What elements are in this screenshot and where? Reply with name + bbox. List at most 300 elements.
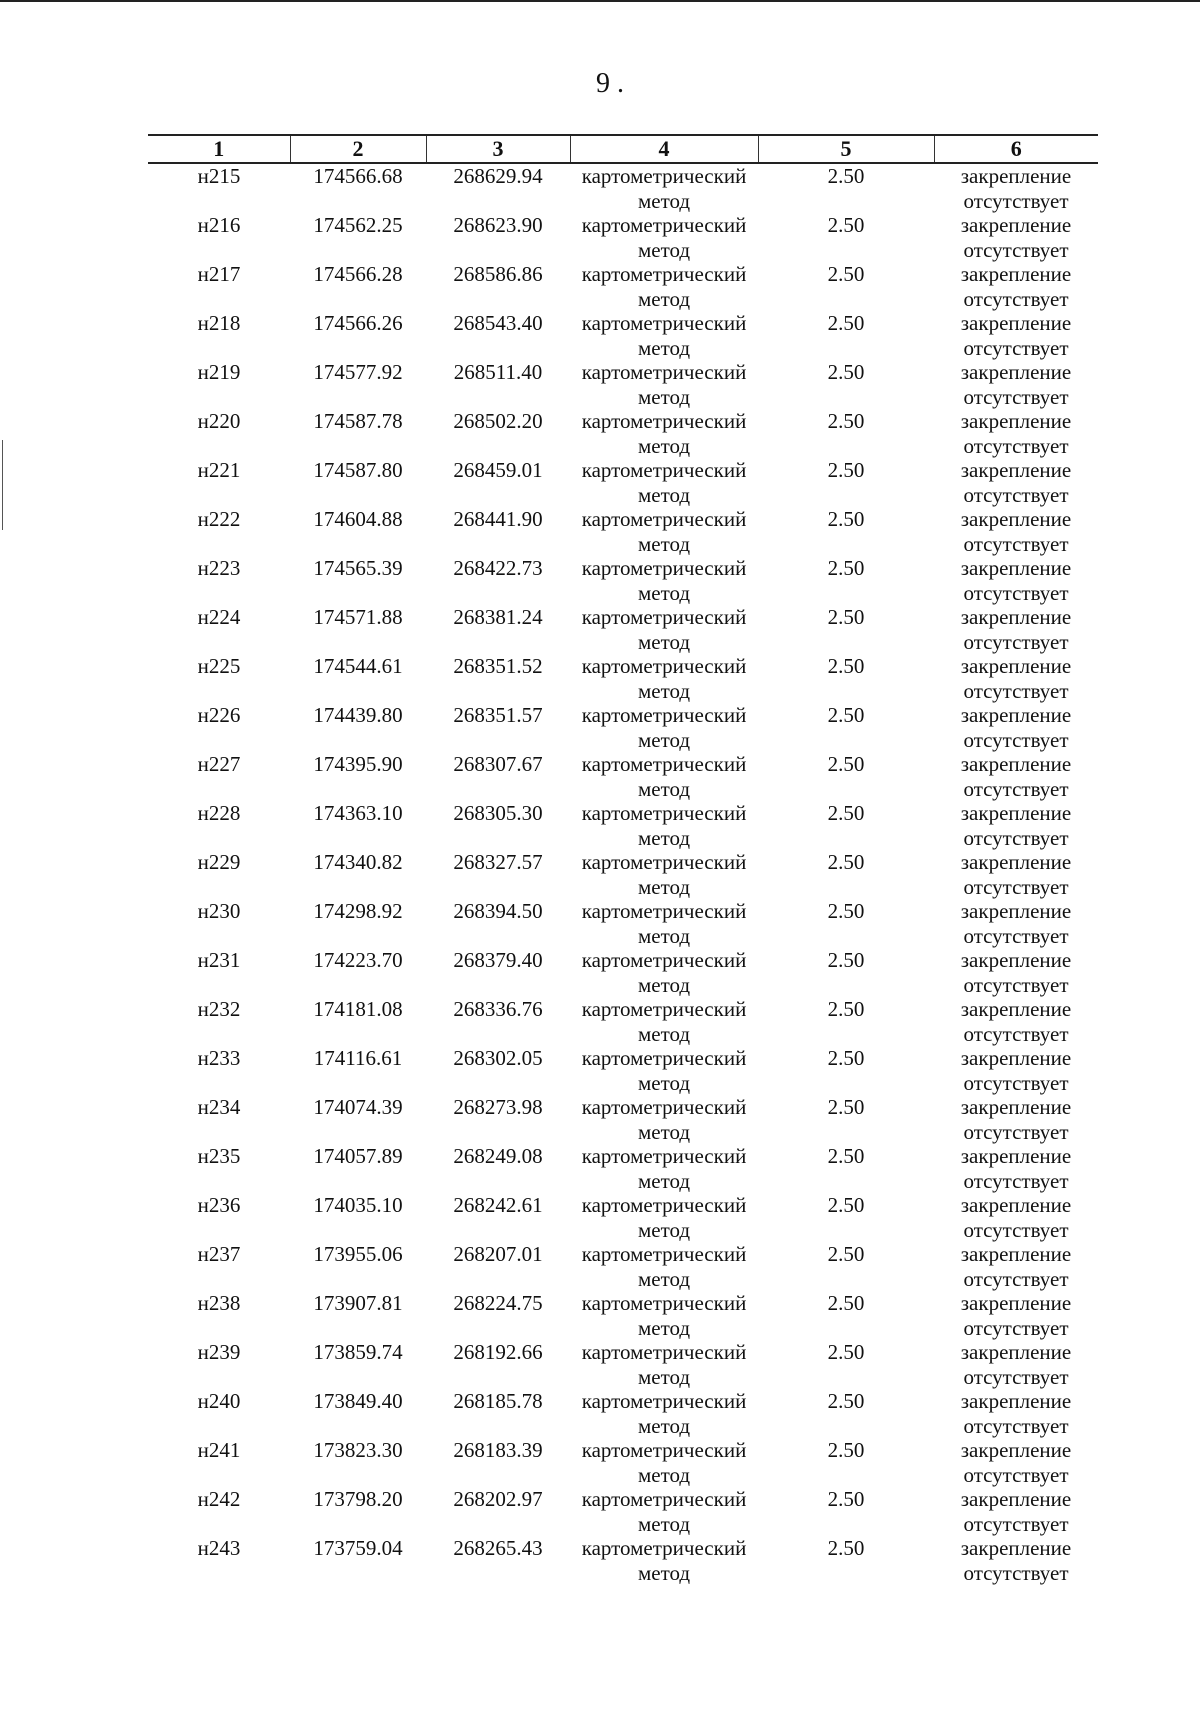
cell-y-coordinate: 268305.30 [453, 801, 543, 825]
cell-y-coordinate: 268185.78 [453, 1389, 543, 1413]
cell-accuracy: 2.50 [827, 1095, 865, 1119]
cell-method-line-2: метод [637, 1364, 691, 1389]
cell-method-line-2: метод [637, 433, 691, 458]
cell-fixing-line-2: отсутствует [963, 433, 1069, 458]
cell-method-line-1: картометрический [581, 164, 747, 188]
cell-fixing-line-2: отсутствует [963, 482, 1069, 507]
cell-point-name: н236 [197, 1193, 241, 1217]
table-row [148, 997, 1098, 1046]
cell-fixing-line-2: отсутствует [963, 1119, 1069, 1144]
cell-fixing-line-2: отсутствует [963, 825, 1069, 850]
cell-fixing-line-1: закрепление [960, 948, 1072, 972]
cell-y-coordinate: 268273.98 [453, 1095, 543, 1119]
cell-fixing-line-1: закрепление [960, 409, 1072, 433]
table-row [148, 163, 1098, 213]
cell-accuracy: 2.50 [827, 507, 865, 531]
cell-y-coordinate: 268459.01 [453, 458, 543, 482]
cell-x-coordinate: 174587.78 [313, 409, 403, 433]
table-row [148, 654, 1098, 703]
cell-method [570, 1389, 758, 1438]
cell-method-line-1: картометрический [581, 262, 747, 286]
table-header [148, 135, 1098, 163]
cell-fixing-line-1: закрепление [960, 311, 1072, 335]
cell-method-line-1: картометрический [581, 311, 747, 335]
cell-fixing-line-1: закрепление [960, 1193, 1072, 1217]
cell-accuracy: 2.50 [827, 1487, 865, 1511]
cell-method-line-1: картометрический [581, 360, 747, 384]
cell-method-line-2: метод [637, 1560, 691, 1585]
cell-fixing [934, 1144, 1098, 1193]
cell-point-name: н234 [197, 1095, 241, 1119]
cell-x-coordinate: 174298.92 [313, 899, 403, 923]
cell-method-line-1: картометрический [581, 1242, 747, 1266]
cell-method-line-1: картометрический [581, 1193, 747, 1217]
cell-method [570, 163, 758, 213]
table-row [148, 1340, 1098, 1389]
cell-fixing [934, 360, 1098, 409]
cell-method [570, 213, 758, 262]
table-row [148, 703, 1098, 752]
cell-method-line-1: картометрический [581, 1095, 747, 1119]
cell-fixing-line-1: закрепление [960, 997, 1072, 1021]
cell-fixing-line-2: отсутствует [963, 727, 1069, 752]
cell-fixing [934, 556, 1098, 605]
cell-fixing-line-1: закрепление [960, 164, 1072, 188]
cell-y-coordinate: 268543.40 [453, 311, 543, 335]
cell-point-name: н215 [197, 164, 241, 188]
cell-method-line-1: картометрический [581, 801, 747, 825]
header-col-2: 2 [290, 135, 426, 163]
cell-x-coordinate: 174571.88 [313, 605, 403, 629]
cell-fixing-line-2: отсутствует [963, 335, 1069, 360]
table-row [148, 311, 1098, 360]
cell-x-coordinate: 173907.81 [313, 1291, 403, 1315]
cell-method-line-2: метод [637, 678, 691, 703]
cell-fixing-line-1: закрепление [960, 1144, 1072, 1168]
cell-method-line-1: картометрический [581, 213, 747, 237]
cell-point-name: н221 [197, 458, 241, 482]
cell-x-coordinate: 174604.88 [313, 507, 403, 531]
table-row [148, 1046, 1098, 1095]
cell-fixing-line-1: закрепление [960, 1536, 1072, 1560]
cell-method-line-1: картометрический [581, 458, 747, 482]
cell-x-coordinate: 174363.10 [313, 801, 403, 825]
cell-method-line-2: метод [637, 482, 691, 507]
cell-point-name: н230 [197, 899, 241, 923]
cell-method-line-2: метод [637, 384, 691, 409]
cell-accuracy: 2.50 [827, 1291, 865, 1315]
cell-x-coordinate: 174395.90 [313, 752, 403, 776]
cell-point-name: н224 [197, 605, 241, 629]
cell-fixing [934, 1291, 1098, 1340]
cell-accuracy: 2.50 [827, 1193, 865, 1217]
cell-fixing-line-1: закрепление [960, 1242, 1072, 1266]
cell-y-coordinate: 268307.67 [453, 752, 543, 776]
cell-method-line-1: картометрический [581, 409, 747, 433]
cell-accuracy: 2.50 [827, 1389, 865, 1413]
cell-y-coordinate: 268265.43 [453, 1536, 543, 1560]
table-row [148, 1438, 1098, 1487]
cell-fixing-line-1: закрепление [960, 262, 1072, 286]
cell-point-name: н225 [197, 654, 241, 678]
cell-method-line-2: метод [637, 335, 691, 360]
cell-fixing-line-1: закрепление [960, 899, 1072, 923]
cell-accuracy: 2.50 [827, 654, 865, 678]
cell-accuracy: 2.50 [827, 311, 865, 335]
cell-x-coordinate: 173759.04 [313, 1536, 403, 1560]
cell-method [570, 262, 758, 311]
cell-method-line-2: метод [637, 1511, 691, 1536]
cell-method-line-1: картометрический [581, 948, 747, 972]
cell-method [570, 850, 758, 899]
cell-point-name: н240 [197, 1389, 241, 1413]
cell-x-coordinate: 174340.82 [313, 850, 403, 874]
page-number: 9 . [596, 68, 624, 99]
cell-accuracy: 2.50 [827, 213, 865, 237]
cell-accuracy: 2.50 [827, 164, 865, 188]
cell-method [570, 1291, 758, 1340]
cell-x-coordinate: 174566.28 [313, 262, 403, 286]
cell-method-line-1: картометрический [581, 752, 747, 776]
cell-method [570, 1193, 758, 1242]
cell-y-coordinate: 268207.01 [453, 1242, 543, 1266]
cell-accuracy: 2.50 [827, 262, 865, 286]
cell-fixing-line-2: отсутствует [963, 1511, 1069, 1536]
cell-method [570, 1095, 758, 1144]
cell-fixing-line-1: закрепление [960, 507, 1072, 531]
cell-fixing [934, 1095, 1098, 1144]
cell-accuracy: 2.50 [827, 703, 865, 727]
table-row [148, 752, 1098, 801]
cell-method [570, 948, 758, 997]
cell-method [570, 458, 758, 507]
cell-y-coordinate: 268183.39 [453, 1438, 543, 1462]
header-col-4: 4 [570, 135, 758, 163]
cell-point-name: н223 [197, 556, 241, 580]
cell-fixing-line-1: закрепление [960, 1340, 1072, 1364]
cell-fixing-line-1: закрепление [960, 1438, 1072, 1462]
cell-y-coordinate: 268224.75 [453, 1291, 543, 1315]
table-row [148, 1095, 1098, 1144]
cell-y-coordinate: 268202.97 [453, 1487, 543, 1511]
cell-x-coordinate: 174566.26 [313, 311, 403, 335]
cell-x-coordinate: 174181.08 [313, 997, 403, 1021]
cell-y-coordinate: 268502.20 [453, 409, 543, 433]
cell-fixing [934, 654, 1098, 703]
cell-fixing-line-1: закрепление [960, 703, 1072, 727]
cell-y-coordinate: 268351.52 [453, 654, 543, 678]
cell-point-name: н241 [197, 1438, 241, 1462]
cell-method [570, 1046, 758, 1095]
cell-accuracy: 2.50 [827, 1242, 865, 1266]
cell-accuracy: 2.50 [827, 801, 865, 825]
cell-point-name: н216 [197, 213, 241, 237]
cell-method [570, 1144, 758, 1193]
cell-fixing [934, 213, 1098, 262]
cell-point-name: н233 [197, 1046, 241, 1070]
cell-point-name: н237 [197, 1242, 241, 1266]
cell-method [570, 311, 758, 360]
cell-point-name: н222 [197, 507, 241, 531]
cell-y-coordinate: 268422.73 [453, 556, 543, 580]
table-row [148, 899, 1098, 948]
cell-point-name: н226 [197, 703, 241, 727]
table-row [148, 1242, 1098, 1291]
cell-fixing [934, 507, 1098, 556]
cell-fixing [934, 1389, 1098, 1438]
cell-fixing-line-2: отсутствует [963, 1462, 1069, 1487]
cell-y-coordinate: 268629.94 [453, 164, 543, 188]
cell-fixing-line-1: закрепление [960, 605, 1072, 629]
cell-method-line-1: картометрический [581, 1487, 747, 1511]
cell-x-coordinate: 174116.61 [313, 1046, 403, 1070]
cell-fixing [934, 899, 1098, 948]
cell-fixing-line-2: отсутствует [963, 1364, 1069, 1389]
cell-accuracy: 2.50 [827, 360, 865, 384]
cell-y-coordinate: 268381.24 [453, 605, 543, 629]
cell-fixing-line-2: отсутствует [963, 531, 1069, 556]
cell-method-line-2: метод [637, 825, 691, 850]
cell-fixing-line-1: закрепление [960, 1389, 1072, 1413]
cell-fixing [934, 997, 1098, 1046]
table-row [148, 1487, 1098, 1536]
coordinates-table-container [148, 134, 1098, 1585]
cell-point-name: н238 [197, 1291, 241, 1315]
header-col-3: 3 [426, 135, 570, 163]
cell-fixing [934, 1340, 1098, 1389]
cell-accuracy: 2.50 [827, 1144, 865, 1168]
cell-method-line-2: метод [637, 1266, 691, 1291]
cell-fixing-line-2: отсутствует [963, 580, 1069, 605]
cell-x-coordinate: 174565.39 [313, 556, 403, 580]
cell-method [570, 801, 758, 850]
cell-method [570, 654, 758, 703]
cell-accuracy: 2.50 [827, 1046, 865, 1070]
cell-accuracy: 2.50 [827, 1536, 865, 1560]
cell-method-line-1: картометрический [581, 1438, 747, 1462]
cell-accuracy: 2.50 [827, 752, 865, 776]
table-row [148, 507, 1098, 556]
cell-point-name: н235 [197, 1144, 241, 1168]
cell-fixing [934, 1536, 1098, 1585]
cell-fixing [934, 1193, 1098, 1242]
cell-y-coordinate: 268623.90 [453, 213, 543, 237]
cell-method-line-1: картометрический [581, 1144, 747, 1168]
cell-point-name: н239 [197, 1340, 241, 1364]
cell-fixing [934, 262, 1098, 311]
header-col-1: 1 [148, 135, 290, 163]
cell-method [570, 899, 758, 948]
table-row [148, 1536, 1098, 1585]
cell-fixing-line-2: отсутствует [963, 1560, 1069, 1585]
cell-fixing-line-2: отсутствует [963, 1070, 1069, 1095]
cell-method [570, 605, 758, 654]
cell-method-line-1: картометрический [581, 605, 747, 629]
cell-fixing-line-2: отсутствует [963, 384, 1069, 409]
cell-fixing-line-1: закрепление [960, 752, 1072, 776]
table-row [148, 262, 1098, 311]
cell-fixing-line-2: отсутствует [963, 1315, 1069, 1340]
header-col-6: 6 [934, 135, 1098, 163]
cell-y-coordinate: 268327.57 [453, 850, 543, 874]
cell-fixing-line-2: отсутствует [963, 776, 1069, 801]
table-row [148, 801, 1098, 850]
cell-fixing [934, 1438, 1098, 1487]
cell-fixing-line-1: закрепление [960, 1291, 1072, 1315]
cell-x-coordinate: 173955.06 [313, 1242, 403, 1266]
cell-y-coordinate: 268511.40 [453, 360, 543, 384]
cell-fixing-line-2: отсутствует [963, 972, 1069, 997]
cell-fixing [934, 1242, 1098, 1291]
cell-method [570, 1340, 758, 1389]
cell-method-line-2: метод [637, 1070, 691, 1095]
cell-method-line-1: картометрический [581, 850, 747, 874]
cell-method [570, 1242, 758, 1291]
cell-method [570, 1536, 758, 1585]
page-top-border [0, 0, 1200, 2]
cell-x-coordinate: 174577.92 [313, 360, 403, 384]
cell-method-line-2: метод [637, 972, 691, 997]
cell-fixing-line-2: отсутствует [963, 923, 1069, 948]
cell-fixing [934, 703, 1098, 752]
cell-fixing-line-1: закрепление [960, 801, 1072, 825]
table-row [148, 850, 1098, 899]
cell-fixing [934, 948, 1098, 997]
cell-x-coordinate: 174566.68 [313, 164, 403, 188]
cell-point-name: н220 [197, 409, 241, 433]
cell-method-line-1: картометрический [581, 899, 747, 923]
cell-method [570, 360, 758, 409]
cell-x-coordinate: 173859.74 [313, 1340, 403, 1364]
cell-x-coordinate: 174587.80 [313, 458, 403, 482]
header-col-5: 5 [758, 135, 934, 163]
cell-method-line-2: метод [637, 1021, 691, 1046]
cell-method-line-2: метод [637, 923, 691, 948]
cell-y-coordinate: 268336.76 [453, 997, 543, 1021]
table-body [148, 163, 1098, 1585]
cell-y-coordinate: 268394.50 [453, 899, 543, 923]
cell-x-coordinate: 173798.20 [313, 1487, 403, 1511]
cell-accuracy: 2.50 [827, 605, 865, 629]
cell-y-coordinate: 268192.66 [453, 1340, 543, 1364]
table-row [148, 213, 1098, 262]
table-row [148, 1193, 1098, 1242]
cell-method [570, 752, 758, 801]
cell-method-line-2: метод [637, 1413, 691, 1438]
cell-x-coordinate: 174035.10 [313, 1193, 403, 1217]
cell-point-name: н242 [197, 1487, 241, 1511]
cell-fixing [934, 1487, 1098, 1536]
cell-method-line-1: картометрический [581, 1291, 747, 1315]
cell-accuracy: 2.50 [827, 556, 865, 580]
cell-method [570, 1438, 758, 1487]
cell-fixing-line-1: закрепление [960, 213, 1072, 237]
cell-method-line-1: картометрический [581, 556, 747, 580]
cell-x-coordinate: 173823.30 [313, 1438, 403, 1462]
cell-fixing [934, 801, 1098, 850]
table-row [148, 1144, 1098, 1193]
cell-method-line-2: метод [637, 727, 691, 752]
cell-method-line-2: метод [637, 1119, 691, 1144]
cell-method-line-2: метод [637, 1217, 691, 1242]
cell-x-coordinate: 174223.70 [313, 948, 403, 972]
cell-accuracy: 2.50 [827, 1438, 865, 1462]
cell-point-name: н218 [197, 311, 241, 335]
cell-y-coordinate: 268351.57 [453, 703, 543, 727]
cell-method [570, 507, 758, 556]
cell-method-line-2: метод [637, 1315, 691, 1340]
cell-method-line-2: метод [637, 188, 691, 213]
cell-y-coordinate: 268441.90 [453, 507, 543, 531]
cell-method-line-1: картометрический [581, 654, 747, 678]
cell-method-line-1: картометрический [581, 997, 747, 1021]
cell-fixing-line-2: отсутствует [963, 188, 1069, 213]
cell-fixing-line-1: закрепление [960, 850, 1072, 874]
cell-method-line-1: картометрический [581, 1389, 747, 1413]
cell-point-name: н217 [197, 262, 241, 286]
cell-fixing [934, 163, 1098, 213]
cell-x-coordinate: 173849.40 [313, 1389, 403, 1413]
cell-fixing-line-2: отсутствует [963, 874, 1069, 899]
cell-method-line-2: метод [637, 1462, 691, 1487]
cell-y-coordinate: 268249.08 [453, 1144, 543, 1168]
cell-fixing-line-1: закрепление [960, 1487, 1072, 1511]
cell-fixing [934, 311, 1098, 360]
cell-accuracy: 2.50 [827, 458, 865, 482]
cell-fixing [934, 1046, 1098, 1095]
table-row [148, 360, 1098, 409]
cell-fixing [934, 752, 1098, 801]
cell-fixing [934, 605, 1098, 654]
cell-method [570, 703, 758, 752]
cell-accuracy: 2.50 [827, 997, 865, 1021]
cell-point-name: н243 [197, 1536, 241, 1560]
cell-fixing-line-2: отсутствует [963, 1021, 1069, 1046]
cell-accuracy: 2.50 [827, 899, 865, 923]
cell-fixing-line-2: отсутствует [963, 1413, 1069, 1438]
cell-x-coordinate: 174074.39 [313, 1095, 403, 1119]
coordinates-table [148, 134, 1098, 1585]
cell-point-name: н219 [197, 360, 241, 384]
cell-method [570, 997, 758, 1046]
cell-fixing [934, 458, 1098, 507]
cell-fixing-line-1: закрепление [960, 458, 1072, 482]
cell-fixing-line-1: закрепление [960, 360, 1072, 384]
cell-method [570, 556, 758, 605]
cell-x-coordinate: 174057.89 [313, 1144, 403, 1168]
cell-method-line-1: картометрический [581, 507, 747, 531]
cell-point-name: н232 [197, 997, 241, 1021]
cell-method-line-2: метод [637, 237, 691, 262]
table-row [148, 409, 1098, 458]
cell-method-line-2: метод [637, 531, 691, 556]
cell-point-name: н228 [197, 801, 241, 825]
cell-fixing-line-2: отсутствует [963, 1266, 1069, 1291]
cell-x-coordinate: 174439.80 [313, 703, 403, 727]
cell-x-coordinate: 174544.61 [313, 654, 403, 678]
cell-fixing [934, 850, 1098, 899]
table-row [148, 1291, 1098, 1340]
cell-y-coordinate: 268242.61 [453, 1193, 543, 1217]
header-row [148, 135, 1098, 163]
cell-fixing-line-1: закрепление [960, 1095, 1072, 1119]
cell-method [570, 1487, 758, 1536]
cell-y-coordinate: 268302.05 [453, 1046, 543, 1070]
table-row [148, 556, 1098, 605]
cell-method-line-2: метод [637, 1168, 691, 1193]
cell-method-line-2: метод [637, 629, 691, 654]
table-row [148, 948, 1098, 997]
